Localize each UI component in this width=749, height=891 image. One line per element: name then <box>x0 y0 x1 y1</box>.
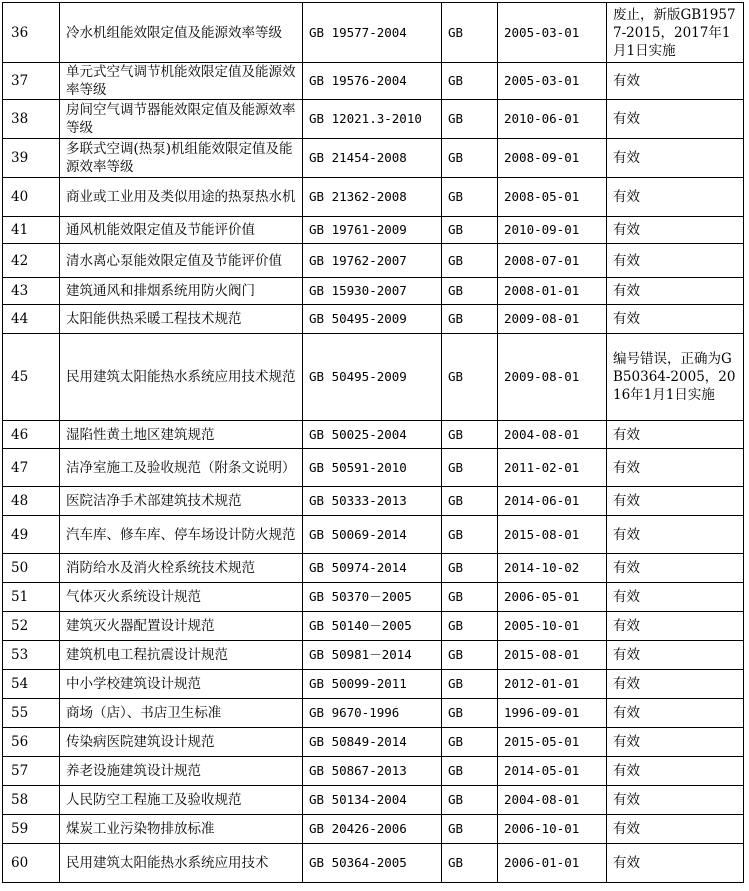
standard-code: GB 50974-2014 <box>303 554 442 583</box>
standard-name: 建筑灭火器配置设计规范 <box>60 612 303 641</box>
standard-status: 有效 <box>607 278 744 305</box>
effective-date: 2015-08-01 <box>498 516 607 554</box>
row-number: 59 <box>3 815 60 844</box>
standard-status: 有效 <box>607 217 744 244</box>
standard-category: GB <box>442 670 498 699</box>
standard-name: 商业或工业用及类似用途的热泵热水机 <box>60 178 303 217</box>
table-row <box>3 449 744 487</box>
row-number: 40 <box>3 178 60 217</box>
effective-date: 2004-08-01 <box>498 786 607 815</box>
row-number: 52 <box>3 612 60 641</box>
standard-name: 商场（店）、书店卫生标准 <box>60 699 303 728</box>
standard-name: 汽车库、修车库、停车场设计防火规范 <box>60 516 303 554</box>
row-number: 49 <box>3 516 60 554</box>
standard-name: 通风机能效限定值及节能评价值 <box>60 217 303 244</box>
standard-category: GB <box>442 844 498 883</box>
standard-code: GB 50981－2014 <box>303 641 442 670</box>
table-row <box>3 278 744 305</box>
effective-date: 2010-06-01 <box>498 100 607 139</box>
table-row <box>3 786 744 815</box>
standard-category: GB <box>442 757 498 786</box>
standard-name: 传染病医院建筑设计规范 <box>60 728 303 757</box>
standard-category: GB <box>442 3 498 63</box>
row-number: 56 <box>3 728 60 757</box>
standard-status: 有效 <box>607 305 744 334</box>
standard-code: GB 50495-2009 <box>303 305 442 334</box>
row-number: 54 <box>3 670 60 699</box>
table-row <box>3 334 744 421</box>
row-number: 48 <box>3 487 60 516</box>
standard-status: 有效 <box>607 699 744 728</box>
standard-name: 太阳能供热采暖工程技术规范 <box>60 305 303 334</box>
table-row <box>3 421 744 449</box>
standard-status: 有效 <box>607 728 744 757</box>
table-row <box>3 516 744 554</box>
table-row <box>3 728 744 757</box>
standard-name: 养老设施建筑设计规范 <box>60 757 303 786</box>
standard-name: 消防给水及消火栓系统技术规范 <box>60 554 303 583</box>
table-row <box>3 670 744 699</box>
effective-date: 2005-03-01 <box>498 3 607 63</box>
standard-status: 有效 <box>607 641 744 670</box>
row-number: 39 <box>3 139 60 178</box>
standard-status: 有效 <box>607 757 744 786</box>
standard-code: GB 19577-2004 <box>303 3 442 63</box>
effective-date: 2005-10-01 <box>498 612 607 641</box>
row-number: 36 <box>3 3 60 63</box>
standard-name: 房间空气调节器能效限定值及能源效率等级 <box>60 100 303 139</box>
standard-name: 冷水机组能效限定值及能源效率等级 <box>60 3 303 63</box>
standard-code: GB 50849-2014 <box>303 728 442 757</box>
standard-category: GB <box>442 421 498 449</box>
effective-date: 2004-08-01 <box>498 421 607 449</box>
row-number: 46 <box>3 421 60 449</box>
standard-status: 有效 <box>607 786 744 815</box>
standard-name: 气体灭火系统设计规范 <box>60 583 303 612</box>
standard-status: 有效 <box>607 139 744 178</box>
standard-code: GB 50099-2011 <box>303 670 442 699</box>
effective-date: 2008-01-01 <box>498 278 607 305</box>
standard-code: GB 50134-2004 <box>303 786 442 815</box>
effective-date: 2014-05-01 <box>498 757 607 786</box>
standard-category: GB <box>442 641 498 670</box>
standard-name: 人民防空工程施工及验收规范 <box>60 786 303 815</box>
table-row <box>3 641 744 670</box>
standard-category: GB <box>442 217 498 244</box>
standard-code: GB 50591-2010 <box>303 449 442 487</box>
table-row <box>3 63 744 100</box>
standard-status: 有效 <box>607 449 744 487</box>
standard-code: GB 50364-2005 <box>303 844 442 883</box>
row-number: 51 <box>3 583 60 612</box>
table-row <box>3 699 744 728</box>
standard-code: GB 9670-1996 <box>303 699 442 728</box>
table-row <box>3 487 744 516</box>
row-number: 41 <box>3 217 60 244</box>
standard-code: GB 12021.3-2010 <box>303 100 442 139</box>
standard-category: GB <box>442 178 498 217</box>
standard-code: GB 50069-2014 <box>303 516 442 554</box>
row-number: 58 <box>3 786 60 815</box>
row-number: 47 <box>3 449 60 487</box>
standard-code: GB 50370－2005 <box>303 583 442 612</box>
standard-name: 民用建筑太阳能热水系统应用技术规范 <box>60 334 303 421</box>
standard-category: GB <box>442 305 498 334</box>
standard-category: GB <box>442 139 498 178</box>
table-row <box>3 244 744 278</box>
effective-date: 2008-07-01 <box>498 244 607 278</box>
standard-category: GB <box>442 786 498 815</box>
table-row <box>3 757 744 786</box>
standard-name: 建筑通风和排烟系统用防火阀门 <box>60 278 303 305</box>
standards-table-body <box>3 3 744 883</box>
row-number: 44 <box>3 305 60 334</box>
table-row <box>3 139 744 178</box>
effective-date: 2010-09-01 <box>498 217 607 244</box>
standard-status: 有效 <box>607 583 744 612</box>
standard-code: GB 15930-2007 <box>303 278 442 305</box>
standard-name: 民用建筑太阳能热水系统应用技术 <box>60 844 303 883</box>
standard-status: 编号错误，正确为GB50364-2005，2016年1月1日实施 <box>607 334 744 421</box>
row-number: 57 <box>3 757 60 786</box>
table-row <box>3 217 744 244</box>
standard-category: GB <box>442 583 498 612</box>
effective-date: 2008-09-01 <box>498 139 607 178</box>
standard-status: 有效 <box>607 421 744 449</box>
standard-status: 有效 <box>607 487 744 516</box>
effective-date: 2015-05-01 <box>498 728 607 757</box>
table-row <box>3 583 744 612</box>
standard-code: GB 21362-2008 <box>303 178 442 217</box>
standard-name: 煤炭工业污染物排放标准 <box>60 815 303 844</box>
standard-status: 有效 <box>607 670 744 699</box>
table-row <box>3 554 744 583</box>
standard-name: 多联式空调(热泵)机组能效限定值及能源效率等级 <box>60 139 303 178</box>
standard-category: GB <box>442 449 498 487</box>
effective-date: 2011-02-01 <box>498 449 607 487</box>
effective-date: 2012-01-01 <box>498 670 607 699</box>
standard-category: GB <box>442 815 498 844</box>
standard-status: 有效 <box>607 516 744 554</box>
standard-status: 有效 <box>607 815 744 844</box>
effective-date: 2015-08-01 <box>498 641 607 670</box>
standard-status: 废止，新版GB19577-2015，2017年1月1日实施 <box>607 3 744 63</box>
standard-status: 有效 <box>607 63 744 100</box>
standard-status: 有效 <box>607 612 744 641</box>
row-number: 37 <box>3 63 60 100</box>
standard-name: 医院洁净手术部建筑技术规范 <box>60 487 303 516</box>
standard-code: GB 20426-2006 <box>303 815 442 844</box>
effective-date: 2006-10-01 <box>498 815 607 844</box>
standard-code: GB 50333-2013 <box>303 487 442 516</box>
standard-category: GB <box>442 728 498 757</box>
standard-category: GB <box>442 100 498 139</box>
standard-code: GB 19762-2007 <box>303 244 442 278</box>
standard-code: GB 19761-2009 <box>303 217 442 244</box>
row-number: 60 <box>3 844 60 883</box>
standard-name: 洁净室施工及验收规范（附条文说明） <box>60 449 303 487</box>
standard-category: GB <box>442 63 498 100</box>
effective-date: 1996-09-01 <box>498 699 607 728</box>
effective-date: 2014-06-01 <box>498 487 607 516</box>
standard-code: GB 50867-2013 <box>303 757 442 786</box>
standard-code: GB 19576-2004 <box>303 63 442 100</box>
standard-name: 建筑机电工程抗震设计规范 <box>60 641 303 670</box>
row-number: 38 <box>3 100 60 139</box>
table-row <box>3 844 744 883</box>
standard-name: 湿陷性黄土地区建筑规范 <box>60 421 303 449</box>
table-row <box>3 3 744 63</box>
table-row <box>3 612 744 641</box>
standard-category: GB <box>442 487 498 516</box>
row-number: 55 <box>3 699 60 728</box>
effective-date: 2006-01-01 <box>498 844 607 883</box>
standard-code: GB 50025-2004 <box>303 421 442 449</box>
standard-status: 有效 <box>607 178 744 217</box>
standard-name: 中小学校建筑设计规范 <box>60 670 303 699</box>
standard-status: 有效 <box>607 554 744 583</box>
effective-date: 2014-10-02 <box>498 554 607 583</box>
standard-code: GB 50140－2005 <box>303 612 442 641</box>
table-row <box>3 100 744 139</box>
standard-category: GB <box>442 554 498 583</box>
standard-status: 有效 <box>607 100 744 139</box>
standard-name: 单元式空气调节机能效限定值及能源效率等级 <box>60 63 303 100</box>
standard-name: 清水离心泵能效限定值及节能评价值 <box>60 244 303 278</box>
standard-status: 有效 <box>607 244 744 278</box>
standard-category: GB <box>442 278 498 305</box>
row-number: 50 <box>3 554 60 583</box>
effective-date: 2006-05-01 <box>498 583 607 612</box>
effective-date: 2008-05-01 <box>498 178 607 217</box>
row-number: 45 <box>3 334 60 421</box>
standard-code: GB 21454-2008 <box>303 139 442 178</box>
table-row <box>3 305 744 334</box>
row-number: 42 <box>3 244 60 278</box>
standards-table <box>2 2 744 883</box>
standard-code: GB 50495-2009 <box>303 334 442 421</box>
effective-date: 2009-08-01 <box>498 305 607 334</box>
standard-category: GB <box>442 612 498 641</box>
row-number: 53 <box>3 641 60 670</box>
table-row <box>3 178 744 217</box>
standard-category: GB <box>442 699 498 728</box>
standard-status: 有效 <box>607 844 744 883</box>
effective-date: 2009-08-01 <box>498 334 607 421</box>
row-number: 43 <box>3 278 60 305</box>
standard-category: GB <box>442 516 498 554</box>
effective-date: 2005-03-01 <box>498 63 607 100</box>
table-row <box>3 815 744 844</box>
standard-category: GB <box>442 334 498 421</box>
standard-category: GB <box>442 244 498 278</box>
